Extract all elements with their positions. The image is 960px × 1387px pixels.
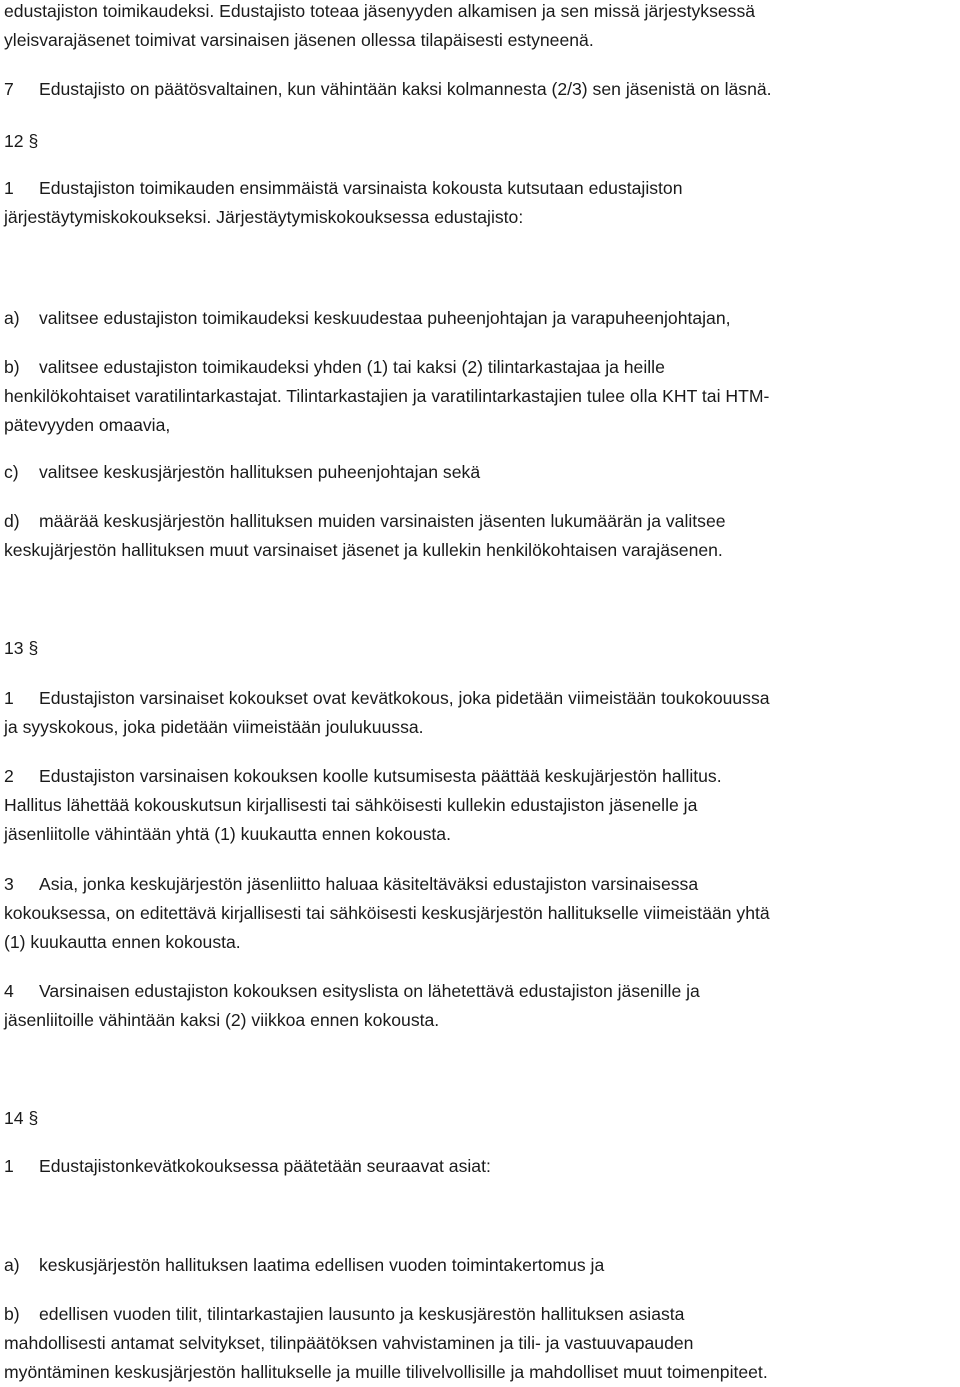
item-number: 7: [4, 79, 14, 99]
item-number: 2: [4, 766, 14, 786]
list-item-14-a: [4, 1251, 960, 1280]
paragraph-13-item-1: [4, 684, 960, 742]
text-line: jäsenliitoille vähintään kaksi (2) viikkoa ennen kokousta.: [4, 1010, 440, 1030]
text-line: henkilökohtaiset varatilintarkastajat. Tilintarkastajien ja varatilintarkastajien tulee olla KHT tai HTM-: [4, 386, 770, 406]
list-label: c): [4, 462, 19, 482]
section-heading-14: [4, 1104, 960, 1133]
item-text: Edustajiston varsinaisen kokouksen koolle kutsumisesta päättää keskujärjestön hallitus.: [39, 766, 722, 786]
item-number: 1: [4, 1156, 14, 1176]
paragraph-13-item-4: [4, 977, 960, 1035]
text-line: edustajiston toimikaudeksi. Edustajisto toteaa jäsenyyden alkamisen ja sen missä järjestyksessä: [4, 1, 756, 21]
list-item-12-d: [4, 507, 960, 565]
text-line: Hallitus lähettää kokouskutsun kirjallisesti tai sähköisesti kullekin edustajiston jäsenelle ja: [4, 795, 698, 815]
list-label: d): [4, 511, 20, 531]
text-line: myöntäminen keskusjärjestön hallitukselle ja muille tilivelvollisille ja mahdolliset muut toimenpiteet.: [4, 1362, 768, 1382]
list-item-12-b: [4, 353, 960, 440]
section-heading-13: [4, 634, 960, 663]
item-text: Edustajiston toimikauden ensimmäistä varsinaista kokousta kutsutaan edustajiston: [39, 178, 683, 198]
list-label: a): [4, 1255, 20, 1275]
list-text: edellisen vuoden tilit, tilintarkastajien lausunto ja keskusjärestön hallituksen asiasta: [39, 1304, 685, 1324]
paragraph-12-item-1: [4, 174, 960, 232]
item-text: Edustajiston varsinaiset kokoukset ovat kevätkokous, joka pidetään viimeistään toukokouussa: [39, 688, 770, 708]
item-text: Asia, jonka keskujärjestön jäsenliitto haluaa käsiteltäväksi edustajiston varsinaisessa: [39, 874, 699, 894]
text-line: järjestäytymiskokoukseksi. Järjestäytymiskokouksessa edustajisto:: [4, 207, 524, 227]
list-item-12-c: [4, 458, 960, 487]
list-text: määrää keskusjärjestön hallituksen muiden varsinaisten jäsenten lukumäärän ja valitsee: [39, 511, 726, 531]
item-number: 1: [4, 178, 14, 198]
list-text: valitsee edustajiston toimikaudeksi keskuudestaa puheenjohtajan ja varapuheenjohtajan,: [39, 308, 731, 328]
section-heading: 12 §: [4, 131, 39, 151]
list-item-14-b: [4, 1300, 960, 1387]
item-number: 3: [4, 874, 14, 894]
paragraph-14-item-1: [4, 1152, 960, 1181]
section-heading: 14 §: [4, 1108, 39, 1128]
list-label: b): [4, 1304, 20, 1324]
list-text: valitsee keskusjärjestön hallituksen puheenjohtajan sekä: [39, 462, 481, 482]
paragraph-continuation: [4, 0, 960, 55]
text-line: pätevyyden omaavia,: [4, 415, 171, 435]
list-label: a): [4, 308, 20, 328]
item-number: 4: [4, 981, 14, 1001]
section-heading-12: [4, 127, 960, 156]
list-text: keskusjärjestön hallituksen laatima edellisen vuoden toimintakertomus ja: [39, 1255, 605, 1275]
list-item-12-a: [4, 304, 960, 333]
item-text: Edustajistonkevätkokouksessa päätetään seuraavat asiat:: [39, 1156, 491, 1176]
text-line: (1) kuukautta ennen kokousta.: [4, 932, 241, 952]
paragraph-13-item-3: [4, 870, 960, 957]
list-label: b): [4, 357, 20, 377]
section-heading: 13 §: [4, 638, 39, 658]
paragraph-item-7: [4, 75, 960, 104]
item-text: Edustajisto on päätösvaltainen, kun vähintään kaksi kolmannesta (2/3) sen jäsenistä on läsnä.: [39, 79, 772, 99]
text-line: yleisvarajäsenet toimivat varsinaisen jäsenen ollessa tilapäisesti estyneenä.: [4, 30, 594, 50]
paragraph-13-item-2: [4, 762, 960, 849]
text-line: kokouksessa, on editettävä kirjallisesti tai sähköisesti keskusjärjestön hallitukselle viimeistään yhtä: [4, 903, 770, 923]
list-text: valitsee edustajiston toimikaudeksi yhden (1) tai kaksi (2) tilintarkastajaa ja heille: [39, 357, 665, 377]
text-line: jäsenliitolle vähintään yhtä (1) kuukautta ennen kokousta.: [4, 824, 451, 844]
text-line: keskujärjestön hallituksen muut varsinaiset jäsenet ja kullekin henkilökohtaisen varajäsenen.: [4, 540, 723, 560]
item-number: 1: [4, 688, 14, 708]
text-line: ja syyskokous, joka pidetään viimeistään joulukuussa.: [4, 717, 424, 737]
text-line: mahdollisesti antamat selvitykset, tilinpäätöksen vahvistaminen ja tili- ja vastuuvapauden: [4, 1333, 694, 1353]
item-text: Varsinaisen edustajiston kokouksen esityslista on lähetettävä edustajiston jäsenille ja: [39, 981, 700, 1001]
